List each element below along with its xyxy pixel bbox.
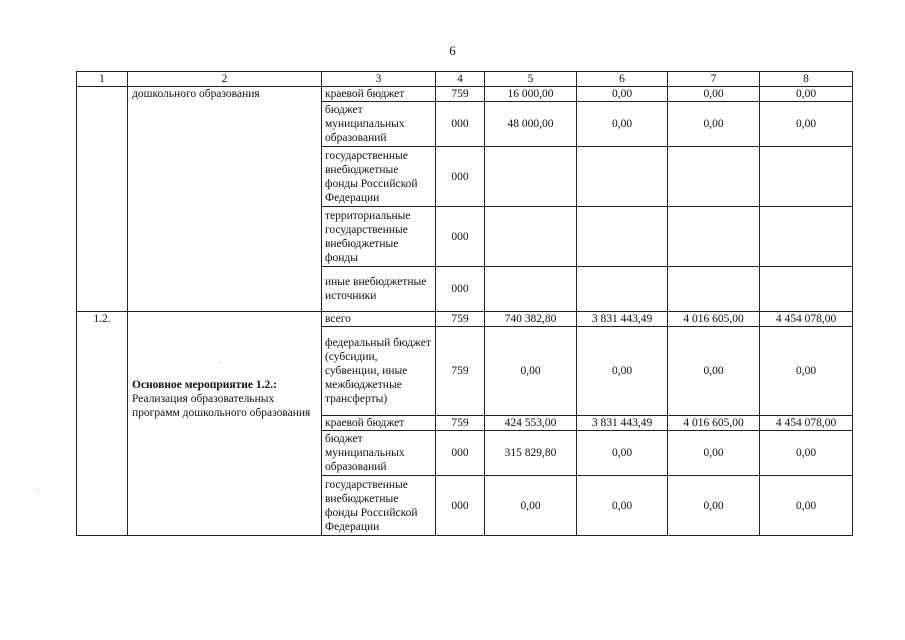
value-cell: 0,00: [668, 476, 760, 536]
header-cell: 6: [577, 72, 668, 87]
value-cell: 16 000,00: [485, 87, 577, 102]
value-cell: 0,00: [668, 102, 760, 147]
activity-description: Реализация образовательных программ дошкольного образования: [132, 393, 311, 419]
value-cell: [485, 207, 577, 267]
value-cell: 0,00: [760, 431, 853, 476]
header-cell: 1: [77, 72, 128, 87]
funding-source: федеральный бюджет (субсидии, субвенции, иные межбюджетные трансферты): [322, 327, 436, 416]
value-cell: 0,00: [485, 327, 577, 416]
value-cell: 4 016 605,00: [668, 416, 760, 431]
code-cell: 000: [436, 267, 485, 312]
value-cell: 0,00: [760, 476, 853, 536]
code-cell: 759: [436, 87, 485, 102]
code-cell: 759: [436, 327, 485, 416]
funding-source: территориальные государственные внебюджетные фонды: [322, 207, 436, 267]
header-cell: 8: [760, 72, 853, 87]
value-cell: 4 016 605,00: [668, 312, 760, 327]
value-cell: 315 829,80: [485, 431, 577, 476]
row-number: 1.2.: [77, 312, 128, 536]
header-cell: 7: [668, 72, 760, 87]
value-cell: [760, 207, 853, 267]
spacer: [132, 312, 318, 378]
code-cell: 000: [436, 476, 485, 536]
value-cell: 4 454 078,00: [760, 416, 853, 431]
budget-table: [76, 71, 853, 536]
value-cell: [485, 147, 577, 207]
value-cell: [760, 147, 853, 207]
value-cell: 0,00: [577, 87, 668, 102]
header-cell: 5: [485, 72, 577, 87]
value-cell: [668, 147, 760, 207]
scan-speck: [38, 489, 39, 490]
funding-source: краевой бюджет: [322, 87, 436, 102]
value-cell: 4 454 078,00: [760, 312, 853, 327]
row-number: [77, 87, 128, 312]
funding-source: бюджет муниципальных образований: [322, 102, 436, 147]
value-cell: [668, 267, 760, 312]
value-cell: [577, 207, 668, 267]
scan-speck: [220, 362, 221, 363]
value-cell: 0,00: [668, 431, 760, 476]
code-cell: 000: [436, 431, 485, 476]
funding-source: государственные внебюджетные фонды Российской Федерации: [322, 476, 436, 536]
page-number: 6: [449, 43, 456, 58]
value-cell: 3 831 443,49: [577, 312, 668, 327]
value-cell: [760, 267, 853, 312]
value-cell: 0,00: [668, 87, 760, 102]
value-cell: 48 000,00: [485, 102, 577, 147]
value-cell: 0,00: [577, 476, 668, 536]
code-cell: 000: [436, 147, 485, 207]
value-cell: [577, 267, 668, 312]
table-row: [77, 312, 853, 327]
value-cell: 3 831 443,49: [577, 416, 668, 431]
funding-source: государственные внебюджетные фонды Российской Федерации: [322, 147, 436, 207]
header-row: [77, 72, 853, 87]
table-row: [77, 87, 853, 102]
value-cell: 0,00: [577, 431, 668, 476]
value-cell: 0,00: [760, 102, 853, 147]
funding-source: иные внебюджетные источники: [322, 267, 436, 312]
code-cell: 759: [436, 312, 485, 327]
activity-title: Основное мероприятие 1.2.:: [132, 379, 277, 391]
value-cell: 0,00: [577, 327, 668, 416]
funding-source: всего: [322, 312, 436, 327]
value-cell: [485, 267, 577, 312]
value-cell: 0,00: [577, 102, 668, 147]
value-cell: 0,00: [760, 327, 853, 416]
value-cell: [577, 147, 668, 207]
code-cell: 000: [436, 207, 485, 267]
code-cell: 000: [436, 102, 485, 147]
value-cell: 740 382,80: [485, 312, 577, 327]
header-cell: 3: [322, 72, 436, 87]
value-cell: [668, 207, 760, 267]
activity-name: дошкольного образования: [128, 87, 322, 312]
header-cell: 4: [436, 72, 485, 87]
value-cell: 0,00: [485, 476, 577, 536]
code-cell: 759: [436, 416, 485, 431]
funding-source: бюджет муниципальных образований: [322, 431, 436, 476]
value-cell: 0,00: [668, 327, 760, 416]
activity-cell: [128, 312, 322, 536]
value-cell: 0,00: [760, 87, 853, 102]
value-cell: 424 553,00: [485, 416, 577, 431]
header-cell: 2: [128, 72, 322, 87]
funding-source: краевой бюджет: [322, 416, 436, 431]
